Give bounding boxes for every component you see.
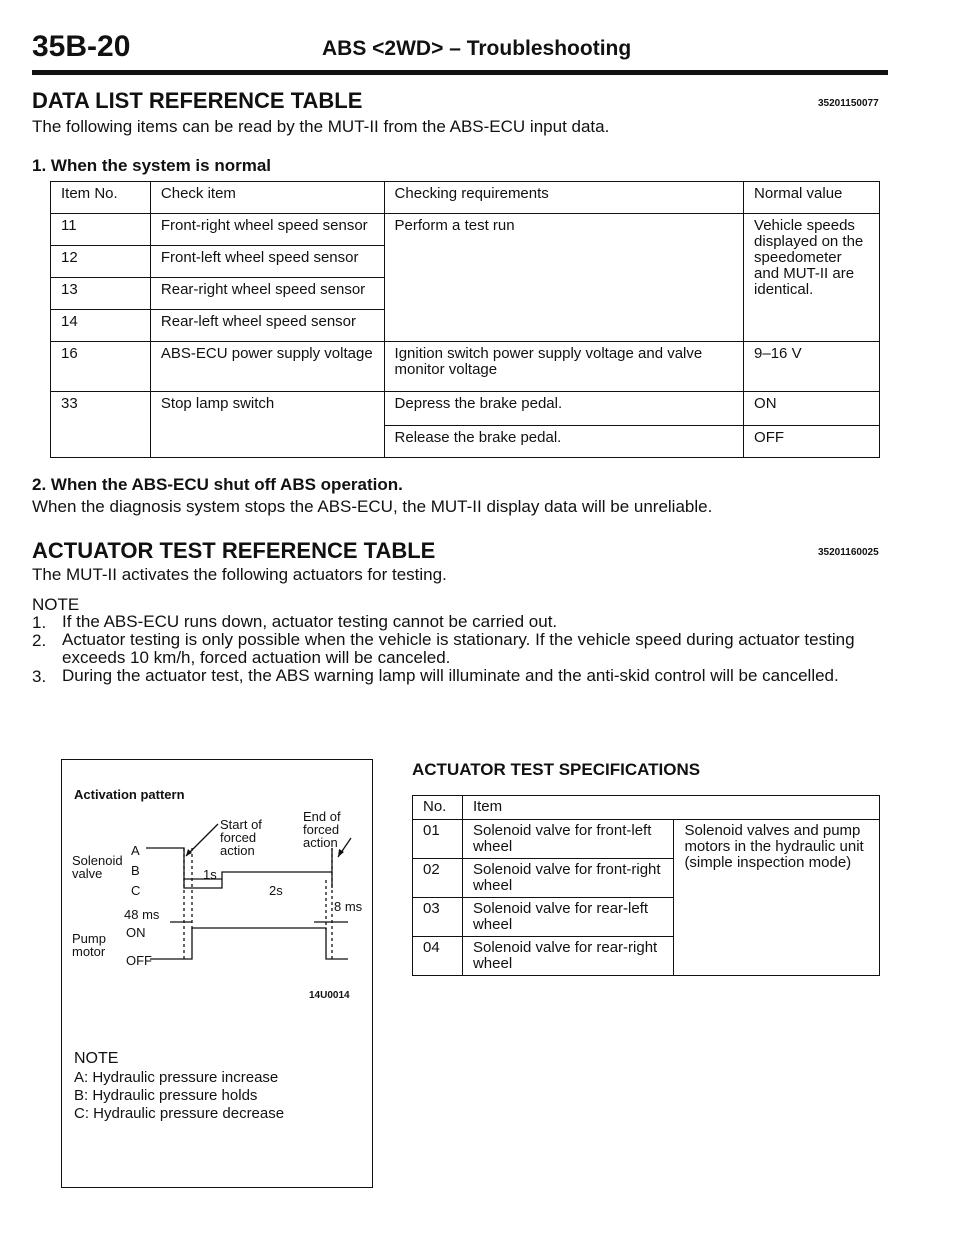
checking-requirement: Ignition switch power supply voltage and valve monitor voltage: [384, 342, 743, 392]
one-second-label: 1s: [203, 867, 217, 882]
col-normal-value: Normal value: [744, 182, 880, 214]
diagram-note-a: A: Hydraulic pressure increase: [74, 1069, 279, 1086]
label-c: C: [131, 883, 141, 898]
spec-no: 03: [413, 898, 463, 937]
check-item: Rear-right wheel speed sensor: [150, 278, 384, 310]
col-check-item: Check item: [150, 182, 384, 214]
page-number: 35B-20: [32, 30, 131, 63]
check-item: Rear-left wheel speed sensor: [150, 310, 384, 342]
check-item: Front-right wheel speed sensor: [150, 214, 384, 246]
col-checking-requirements: Checking requirements: [384, 182, 743, 214]
note-text: If the ABS-ECU runs down, actuator testing cannot be carried out.: [62, 612, 558, 631]
spec-group-description: Solenoid valves and pump motors in the hydraulic unit (simple inspection mode): [674, 820, 880, 976]
actuator-intro: The MUT-II activates the following actuators for testing.: [32, 565, 447, 584]
end-forced-action-label: End of forced action: [303, 809, 341, 850]
checking-requirement: Depress the brake pedal.: [384, 392, 743, 426]
spec-item: Solenoid valve for rear-left wheel: [462, 898, 673, 937]
spec-item: Solenoid valve for rear-right wheel: [462, 937, 673, 976]
item-no: 13: [51, 278, 151, 310]
table-row: [51, 214, 880, 246]
header-rule: [32, 70, 888, 75]
solenoid-valve-label: Solenoid valve: [72, 853, 123, 881]
col-no: No.: [413, 796, 463, 820]
check-item: Front-left wheel speed sensor: [150, 246, 384, 278]
spec-item: Solenoid valve for front-left wheel: [462, 820, 673, 859]
normal-value: OFF: [744, 426, 880, 458]
two-second-label: 2s: [269, 883, 283, 898]
data-list-code: 35201150077: [818, 98, 879, 109]
label-a: A: [131, 843, 140, 858]
spec-no: 02: [413, 859, 463, 898]
start-forced-action-label: Start of forced action: [220, 817, 262, 858]
table-header-row: [413, 796, 880, 820]
item-no: 33: [51, 392, 151, 458]
item-no: 14: [51, 310, 151, 342]
item-no: 11: [51, 214, 151, 246]
spec-no: 01: [413, 820, 463, 859]
forty-eight-ms-label: 48 ms: [124, 907, 160, 922]
diagram-title: Activation pattern: [74, 787, 185, 802]
note-text: Actuator testing is only possible when the vehicle is stationary. If the vehicle speed during actuator testing exceeds 10 km/h, forced actuation will be canceled.: [62, 630, 855, 667]
spec-no: 04: [413, 937, 463, 976]
solenoid-signal-line: [146, 848, 332, 888]
shutoff-paragraph: When the diagnosis system stops the ABS-ECU, the MUT-II display data will be unreliable.: [32, 497, 713, 516]
spec-item: Solenoid valve for front-right wheel: [462, 859, 673, 898]
actuator-heading: ACTUATOR TEST REFERENCE TABLE: [32, 538, 436, 563]
checking-requirement: Release the brake pedal.: [384, 426, 743, 458]
data-list-intro: The following items can be read by the MUT-II from the ABS-ECU input data.: [32, 117, 610, 136]
label-b: B: [131, 863, 140, 878]
figure-code: 14U0014: [309, 990, 350, 1001]
table-row: [51, 392, 880, 426]
diagram-note-b: B: Hydraulic pressure holds: [74, 1087, 258, 1104]
speed-requirement: Perform a test run: [384, 214, 743, 342]
col-item: Item: [462, 796, 879, 820]
diagram-note-c: C: Hydraulic pressure decrease: [74, 1105, 285, 1122]
note-text: During the actuator test, the ABS warning lamp will illuminate and the anti-skid control will be cancelled.: [62, 666, 839, 685]
diagram-note-title: NOTE: [74, 1050, 119, 1067]
check-item: Stop lamp switch: [150, 392, 384, 458]
timing-diagram: [62, 760, 372, 1010]
actuator-code: 35201160025: [818, 547, 879, 558]
pump-motor-line: [150, 928, 348, 959]
subheading-normal: 1. When the system is normal: [32, 156, 272, 175]
actuator-spec-table: [412, 795, 880, 976]
table-header-row: [51, 182, 880, 214]
normal-value: 9–16 V: [744, 342, 880, 392]
table-row: [413, 820, 880, 859]
check-item: ABS-ECU power supply voltage: [150, 342, 384, 392]
normal-value: ON: [744, 392, 880, 426]
data-list-heading: DATA LIST REFERENCE TABLE: [32, 88, 363, 113]
start-arrow-line: [186, 824, 218, 856]
speed-normal-value: Vehicle speeds displayed on the speedometer and MUT-II are identical.: [744, 214, 880, 342]
subheading-shutoff: 2. When the ABS-ECU shut off ABS operation.: [32, 475, 403, 494]
actuator-note-title: NOTE: [32, 595, 80, 614]
activation-pattern-box: [61, 759, 373, 1188]
spec-heading: ACTUATOR TEST SPECIFICATIONS: [412, 760, 701, 779]
note-number: 1.: [32, 613, 47, 632]
off-label: OFF: [126, 953, 152, 968]
eight-ms-label: 8 ms: [334, 899, 363, 914]
item-no: 12: [51, 246, 151, 278]
on-label: ON: [126, 925, 146, 940]
note-number: 3.: [32, 667, 47, 686]
pump-motor-label: Pump motor: [72, 931, 106, 959]
note-number: 2.: [32, 631, 47, 650]
data-list-table: [50, 181, 880, 458]
item-no: 16: [51, 342, 151, 392]
col-item-no: Item No.: [51, 182, 151, 214]
table-row: [51, 342, 880, 392]
page-header-title: ABS <2WD> – Troubleshooting: [322, 37, 632, 60]
